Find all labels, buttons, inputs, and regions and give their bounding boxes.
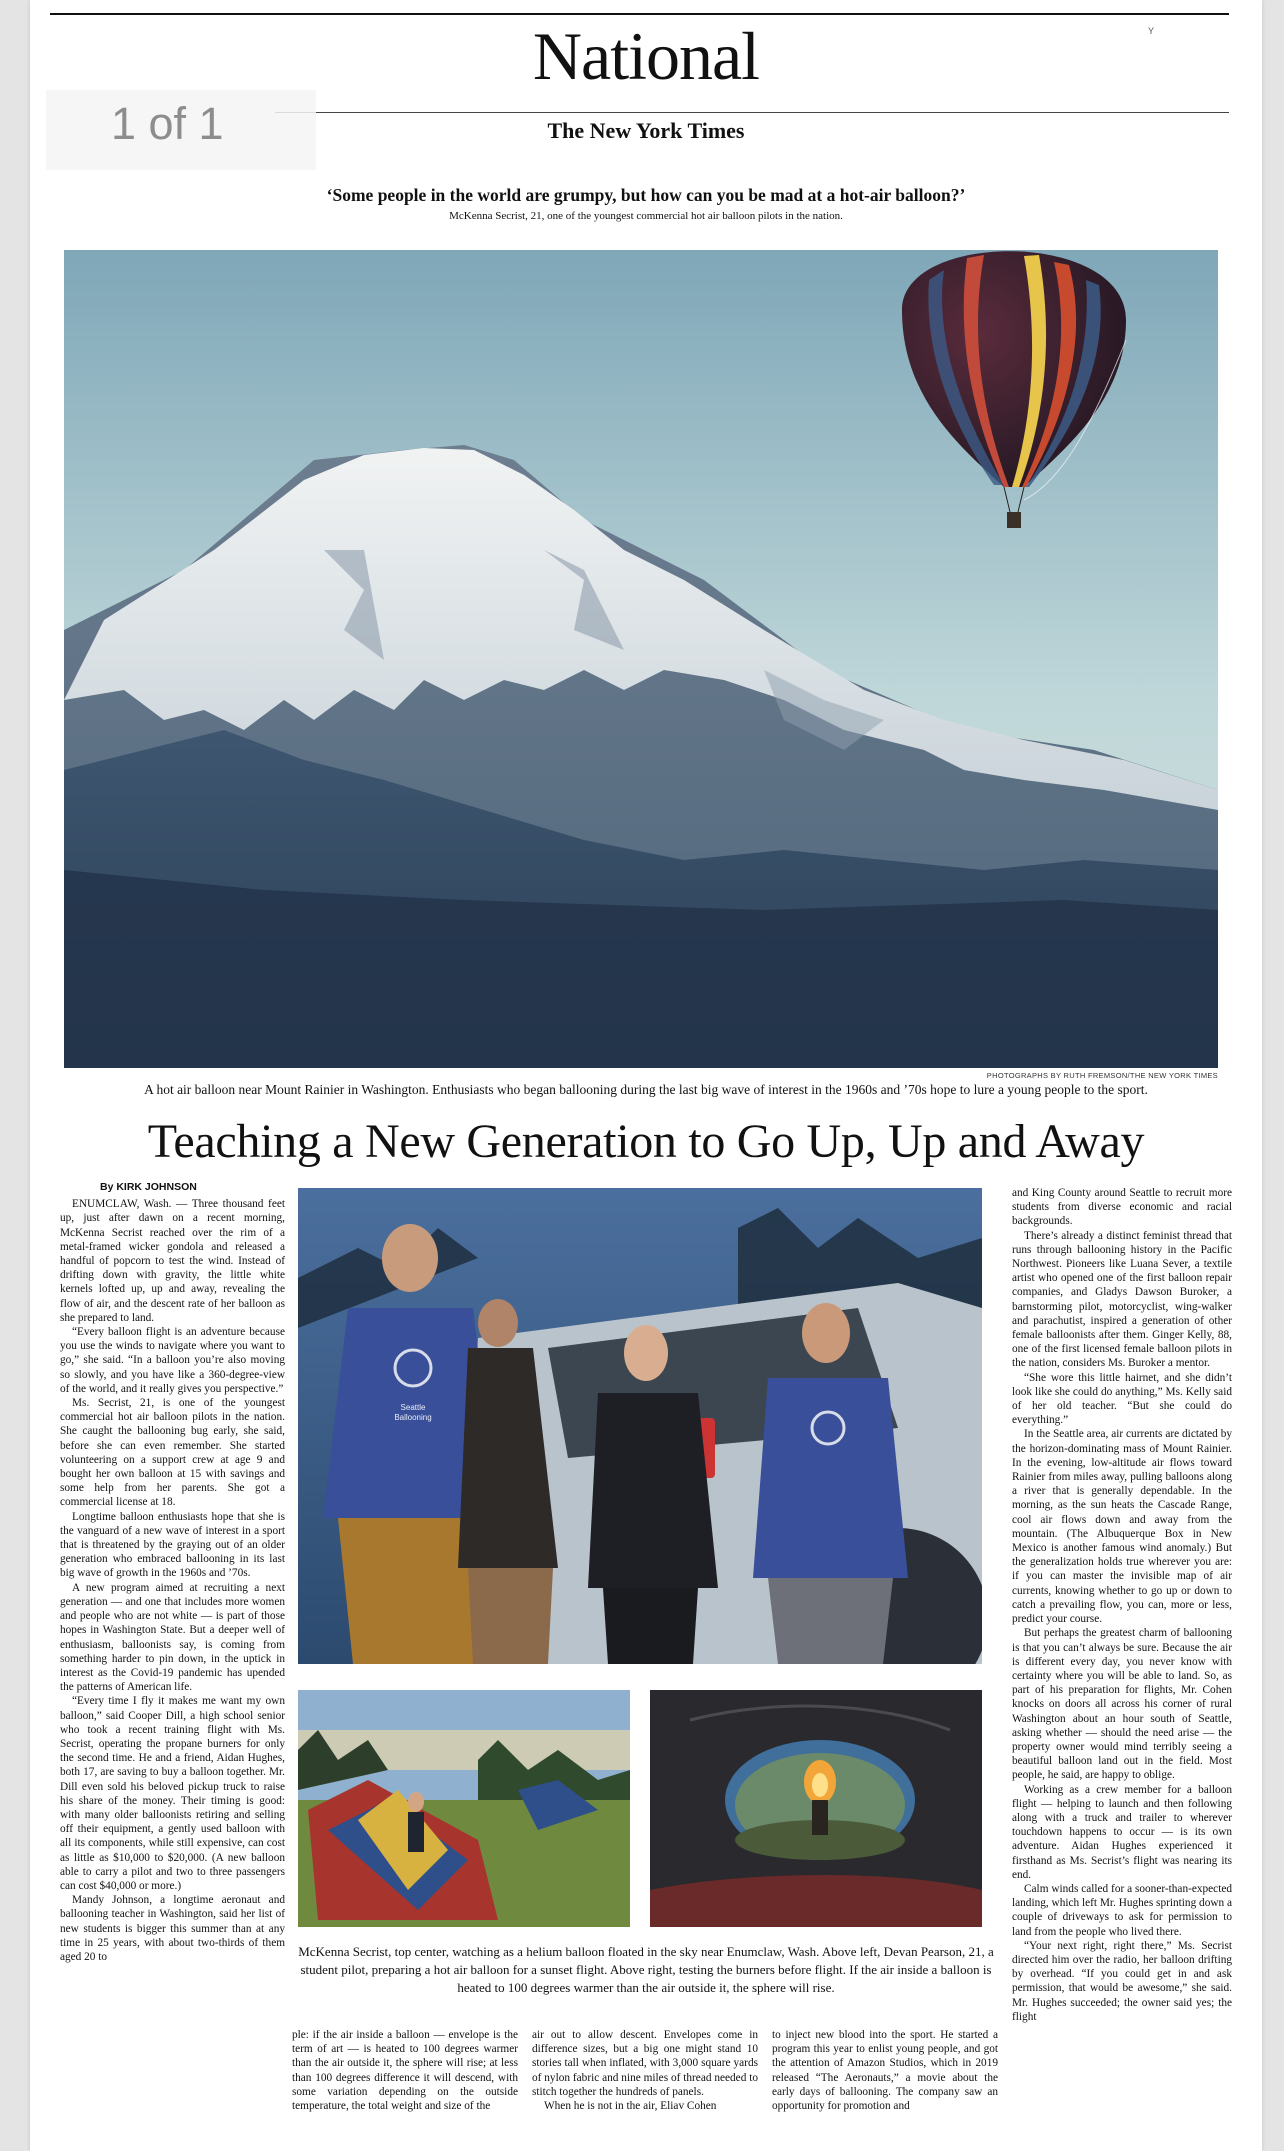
paragraph: “She wore this little hairnet, and she didn’t look like she could do anything,” Ms. Kelly said of her old teacher. “But she could do everything.” (1012, 1371, 1232, 1427)
paragraph: There’s already a distinct feminist thread that runs through ballooning history in the Pacific Northwest. Pioneers like Luana Sever, a textile artist who opened one of the first balloon repair companies, and Gladys Dawson Buroker, a barnstorming pilot, motorcyclist, wing-walker and parachutist, inspired a generation of other female balloonists after them. Ginger Kelly, 88, one of the first licensed female balloon pilots in the nation, considers Ms. Buroker a mentor. (1012, 1229, 1232, 1370)
paragraph: Calm winds called for a sooner-than-expected landing, which left Mr. Hughes sprinting down a couple of driveways to ask for permission to land from the people who lived there. (1012, 1882, 1232, 1938)
paragraph: Working as a crew member for a balloon flight — helping to launch and then following along with a truck and trailer to wherever touchdown happens to occur — is its own adventure. Aidan Hughes experienced it firsthand as Ms. Secrist’s flight was nearing its end. (1012, 1783, 1232, 1881)
article-column-2 (292, 2028, 518, 2151)
hoodie-text-line1: Seattle (400, 1403, 426, 1412)
photo-credit: PHOTOGRAPHS BY RUTH FREMSON/THE NEW YORK TIMES (986, 1071, 1218, 1080)
corner-mark: Y (1147, 26, 1154, 36)
paragraph: Mandy Johnson, a longtime aeronaut and ballooning teacher in Washington, said her list of new students is bigger this summer than at any time in 25 years, with about two-thirds of them aged 20 to (60, 1894, 285, 1963)
paragraph: air out to allow descent. Envelopes come in difference sizes, but a big one might stand 10 stories tall when inflated, with 3,000 square yards of nylon fabric and nine miles of thread needed to stitch together the hundreds of panels. (532, 2029, 758, 2098)
hero-caption: A hot air balloon near Mount Rainier in Washington. Enthusiasts who began ballooning during the last big wave of interest in the 1960s and ’70s hope to lure a young people to the sport. (144, 1082, 1148, 1097)
paragraph: “Every time I fly it makes me want my own balloon,” said Cooper Dill, a high school senior who took a recent training flight with Ms. Secrist, operating the propane burners for only the second time. He and a friend, Aidan Hughes, both 17, are saving to buy a balloon together. Mr. Dill even sold his beloved pickup truck to raise his share of the money. Their timing is good: with many older balloonists retiring and selling off their equipment, a gently used balloon with all its components, while still expensive, can cost as little as $10,000 to $20,000. (A new balloon able to carry a pilot and two to three passengers can cost $40,000 or more.) (60, 1695, 285, 1892)
paragraph: and King County around Seattle to recruit more students from diverse economic and racial backgrounds. (1012, 1187, 1232, 1228)
paragraph: Longtime balloon enthusiasts hope that she is the vanguard of a new wave of interest in a sport that is threatened by the graying out of an older generation who embraced ballooning in its last big wave of growth in the 1960s and ’70s. (60, 1510, 285, 1580)
article-column-4 (772, 2028, 998, 2151)
pull-quote: ‘Some people in the world are grumpy, but how can you be mad at a hot-air balloon?’ (326, 185, 966, 205)
section-title: National (532, 18, 760, 94)
paragraph: ple: if the air inside a balloon — envelope is the term of art — is heated to 100 degrees warmer than the air outside it, the sphere will rise; at less than 100 degrees difference it will descend, with some variation depending on the outside temperature, the total weight and size of the (292, 2029, 518, 2113)
pull-quote-attribution: McKenna Secrist, 21, one of the youngest commercial hot air balloon pilots in the nation. (449, 210, 843, 222)
article-column-3 (532, 2028, 758, 2151)
newspaper-page (30, 0, 1262, 2151)
photo-caption: McKenna Secrist, top center, watching as a helium balloon floated in the sky near Enumclaw, Wash. Above left, Devan Pearson, 21, a student pilot, preparing a hot air balloon for a sunset flight. Above right, testing the burners before flight. If the air inside a balloon is heated to 100 degrees warmer than the air outside it, the sphere will rise. (298, 1944, 994, 1995)
page-indicator: 1 of 1 (46, 90, 316, 170)
paragraph: But perhaps the greatest charm of ballooning is that you can’t always be sure. Because the air is different every day, you never know with certainty where you will be able to land. So, as part of his preparation for flights, Mr. Cohen knocks on doors all across his corner of rural Washington about an hour south of Seattle, asking whether — should the need arise — the property owner would mind terribly seeing a beautiful balloon land out in the field. Most people, he said, are happy to oblige. (1012, 1627, 1232, 1782)
masthead-rule (275, 112, 1229, 113)
top-rule (50, 13, 1229, 15)
headline: Teaching a New Generation to Go Up, Up and Away (147, 1115, 1145, 1168)
article-column-5 (1012, 1186, 1232, 2151)
paragraph: When he is not in the air, Eliav Cohen (544, 2100, 717, 2113)
byline: By KIRK JOHNSON (100, 1181, 197, 1193)
paragraph: “Your next right, right there,” Ms. Secrist directed him over the radio, her balloon drifting by overhead. “If you could get in and ask permission, that would be awesome,” she said. Mr. Hughes succeeded; the owner said yes; the flight (1012, 1939, 1232, 2023)
burner-test-photo[interactable] (650, 1690, 982, 1927)
paragraph: Ms. Secrist, 21, is one of the youngest commercial hot air balloon pilots in the nation. She caught the ballooning bug early, she said, before she can even remember. She started volunteering on a support crew at age 9 and bought her own balloon at 15 with savings and some help from her parents. She got a commercial license at 18. (60, 1397, 285, 1509)
paragraph: In the Seattle area, air currents are dictated by the horizon-dominating mass of Mount Rainier. In the evening, low-altitude air flows toward Rainier from miles away, pulling balloons along a river that is generally dependable. In the morning, as the sun heats the Cascade Range, cool air flows down and away from the mountain. (The Albuquerque Box in New Mexico is another famous wind anomaly.) But the generalization holds true wherever you are: if you can master the invisible map of air currents, knowing whether to go up or down to catch a prevailing flow, you can, more or less, predict your course. (1012, 1428, 1232, 1626)
paragraph: “Every balloon flight is an adventure because you use the winds to navigate where you want to go,” she said. “In a balloon you’re also moving so slowly, and you have like a 360-degree-view of the world, and it really gives you perspective.” (60, 1326, 285, 1395)
masthead-logo: The New York Times (547, 118, 745, 143)
balloon-prep-photo[interactable] (298, 1690, 630, 1927)
paragraph: A new program aimed at recruiting a next generation — and one that includes more women and people who are not white — is part of those hopes in Washington State. But a deeper well of enthusiasm, balloonists say, is coming from something harder to pin down, in the uptick in interest as the Covid-19 pandemic has upended the patterns of American life. (60, 1581, 285, 1694)
group-photo[interactable] (298, 1188, 982, 1664)
hero-photo[interactable] (64, 250, 1218, 1068)
article-column-1 (60, 1180, 285, 2145)
paragraph: ENUMCLAW, Wash. — Three thousand feet up, just after dawn on a recent morning, McKenna Secrist reached over the rim of a metal-framed wicker gondola and released a handful of popcorn to test the wind. Instead of drifting down with gravity, the little white kernels lofted up, up and away, revealing the flow of air, and the descent rate of her balloon as she prepared to land. (60, 1198, 285, 1324)
hoodie-text-line2: Ballooning (394, 1413, 432, 1422)
paragraph: to inject new blood into the sport. He started a program this year to enlist young people, and got the attention of Amazon Studios, which in 2019 released “The Aeronauts,” a movie about the early days of ballooning. The company saw an opportunity for promotion and (772, 2029, 998, 2113)
